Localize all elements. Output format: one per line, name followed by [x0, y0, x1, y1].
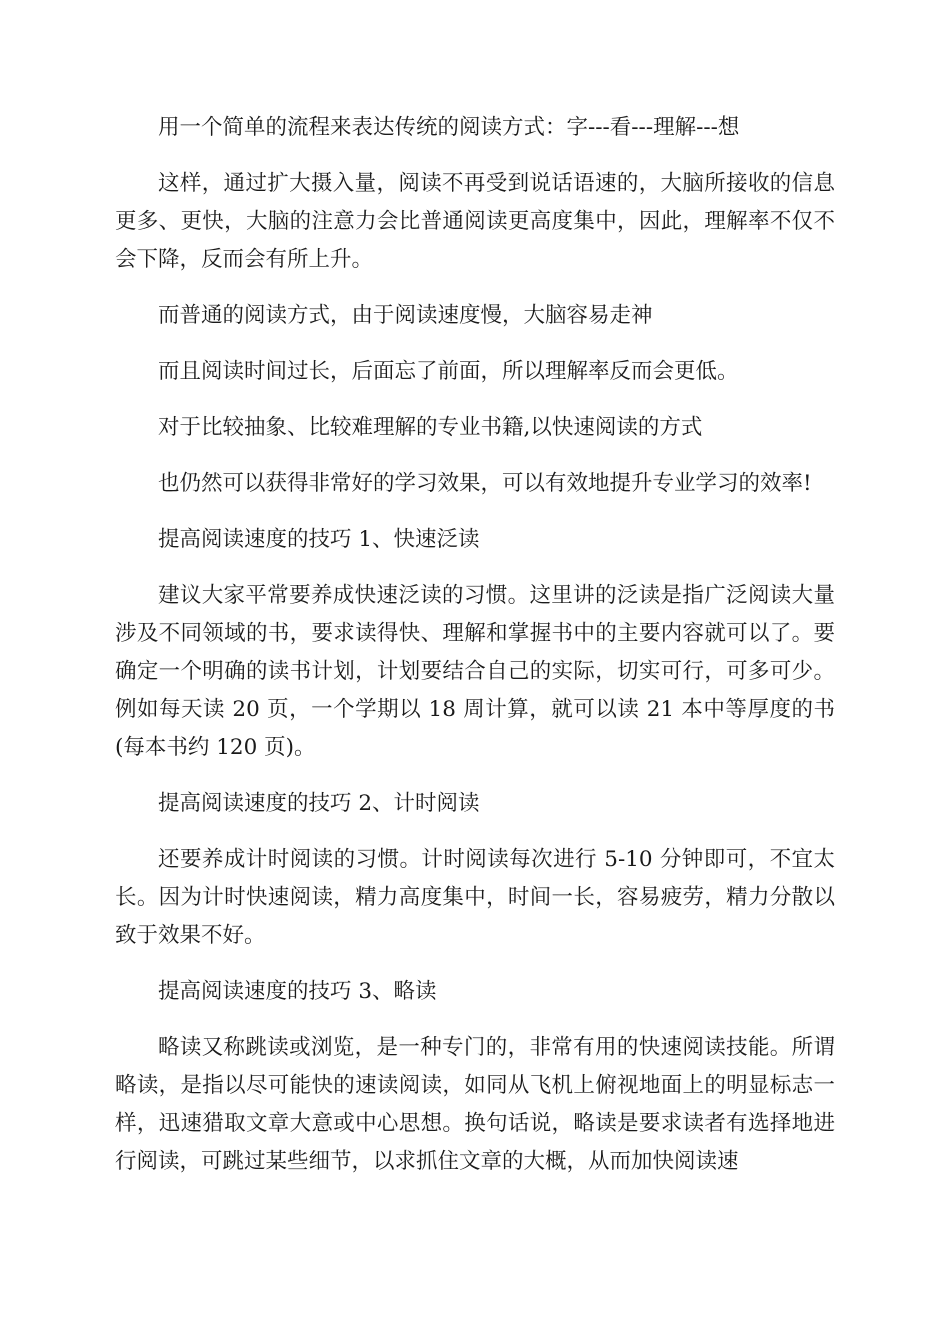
heading-tip-3: 提高阅读速度的技巧 3、略读: [158, 979, 437, 1004]
paragraph-intake: 这样，通过扩大摄入量，阅读不再受到说话语速的，大脑所接收的信息更多、更快，大脑的注意力会比普通阅读更高度集中，因此，理解率不仅不会下降，反而会有所上升。: [115, 171, 835, 272]
paragraph-long-reading: 而且阅读时间过长，后面忘了前面，所以理解率反而会更低。: [158, 359, 739, 384]
paragraph-reading-flow: 用一个简单的流程来表达传统的阅读方式：字---看---理解---想: [158, 115, 740, 140]
paragraph-abstract-books: 对于比较抽象、比较难理解的专业书籍,以快速阅读的方式: [158, 415, 703, 440]
heading-tip-1: 提高阅读速度的技巧 1、快速泛读: [158, 527, 480, 552]
paragraph-normal-reading: 而普通的阅读方式，由于阅读速度慢，大脑容易走神: [158, 303, 653, 328]
paragraph-tip-1: 建议大家平常要养成快速泛读的习惯。这里讲的泛读是指广泛阅读大量涉及不同领域的书，要求读得快、理解和掌握书中的主要内容就可以了。要确定一个明确的读书计划，计划要结合自己的实际，切实可行，可多可少。例如每天读 20 页，一个学期以 18 周计算，就可以读 21 本中等厚度的书(每本书约 120 页)。: [115, 583, 835, 760]
paragraph-tip-2: 还要养成计时阅读的习惯。计时阅读每次进行 5-10 分钟即可，不宜太长。因为计时快速阅读，精力高度集中，时间一长，容易疲劳，精力分散以致于效果不好。: [115, 847, 835, 948]
paragraph-learning-effect: 也仍然可以获得非常好的学习效果，可以有效地提升专业学习的效率!: [158, 471, 812, 496]
heading-tip-2: 提高阅读速度的技巧 2、计时阅读: [158, 791, 480, 816]
paragraph-tip-3: 略读又称跳读或浏览，是一种专门的，非常有用的快速阅读技能。所谓略读，是指以尽可能快的速读阅读，如同从飞机上俯视地面上的明显标志一样，迅速猎取文章大意或中心思想。换句话说，略读是要求读者有选择地进行阅读，可跳过某些细节，以求抓住文章的大概，从而加快阅读速: [115, 1035, 835, 1174]
document-body: [115, 109, 835, 1199]
